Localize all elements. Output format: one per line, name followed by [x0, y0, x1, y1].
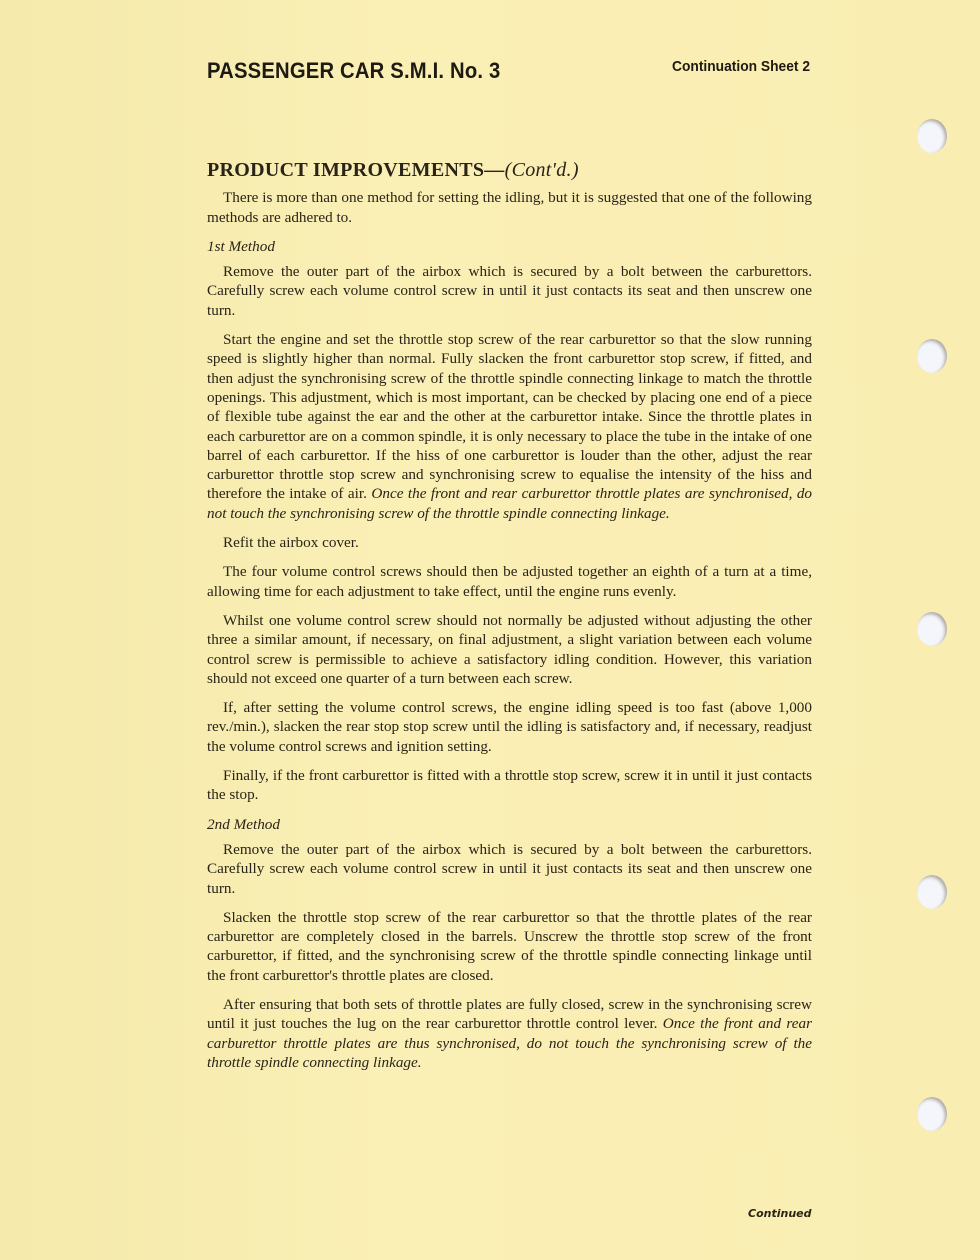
section-heading-text: PRODUCT IMPROVEMENTS— — [207, 159, 505, 181]
paragraph-text: Start the engine and set the throttle stop screw of the rear carburettor so that the slow running speed is slightly higher than normal. Fully slacken the front carburettor stop screw, if fitted, and then adjust the synchronising screw of the throttle spindle connecting linkage to match the throttle openings. This adjustment, which is most important, can be checked by placing one end of a piece of flexible tube against the ear and the other at the carburettor intake. Since the throttle plates in each carburettor are on a common spindle, it is only necessary to place the tube in the intake of one barrel of each carburettor. If the hiss of one carburettor is louder than the other, adjust the rear carburettor throttle stop screw and synchronising screw to equalise the intensity of the hiss and therefore the intake of air. — [207, 331, 812, 503]
method-2-label: 2nd Method — [207, 815, 280, 833]
method-1-paragraph: The four volume control screws should then be adjusted together an eighth of a turn at a time, allowing time for each adjustment to take effect, until the engine runs evenly. — [207, 563, 812, 600]
method-2-paragraph: Slacken the throttle stop screw of the rear carburettor so that the throttle plates of the rear carburettor are completely closed in the barrels. Unscrew the throttle stop screw of the front carburettor, if fitted, and the synchronising screw of the throttle spindle connecting linkage until the front carburettor's throttle plates are closed. — [207, 908, 812, 984]
warning-emphasis: Once the front and rear carburettor throttle plates are thus synchronised, do not touch the synchronising screw of the throttle spindle connecting linkage. — [207, 1015, 812, 1071]
method-1-paragraph: If, after setting the volume control screws, the engine idling speed is too fast (above 1,000 rev./min.), slacken the rear stop stop screw until the idling is satisfactory and, if necessary, readjust the volume control screws and ignition setting. — [207, 699, 812, 755]
binder-hole-2 — [917, 339, 947, 373]
intro-paragraph: There is more than one method for setting the idling, but it is suggested that one of the following methods are adhered to. — [207, 189, 812, 226]
method-1-paragraph: Remove the outer part of the airbox which is secured by a bolt between the carburettors. Carefully screw each volume control screw in until it just contacts its seat and then unscrew one turn. — [207, 263, 812, 319]
binder-hole-1 — [917, 119, 947, 153]
method-2-paragraph: Remove the outer part of the airbox which is secured by a bolt between the carburettors. Carefully screw each volume control screw in until it just contacts its seat and then unscrew one turn. — [207, 840, 812, 897]
method-1-paragraph: Refit the airbox cover. — [223, 534, 359, 552]
warning-emphasis: Once the front and rear carburettor throttle plates are synchronised, do not touch the synchronising screw of the throttle spindle connecting linkage. — [207, 485, 813, 522]
method-1-paragraph: Finally, if the front carburettor is fitted with a throttle stop screw, screw it in until it just contacts the stop. — [207, 767, 812, 804]
binder-hole-4 — [917, 875, 947, 909]
continued-label: Continued — [748, 1207, 812, 1220]
document-body — [207, 161, 812, 1082]
method-2-paragraph — [207, 995, 812, 1072]
binder-hole-3 — [917, 612, 947, 646]
section-heading-cont: (Cont'd.) — [504, 159, 579, 181]
method-1-paragraph — [207, 330, 812, 523]
binder-hole-5 — [917, 1097, 947, 1131]
document-title: PASSENGER CAR S.M.I. No. 3 — [207, 58, 501, 83]
method-1-paragraph: Whilst one volume control screw should not normally be adjusted without adjusting the other three a similar amount, if necessary, on final adjustment, a slight variation between each volume control screw is permissible to achieve a satisfactory idling condition. However, this variation should not exceed one quarter of a turn between each screw. — [207, 611, 812, 687]
section-heading — [207, 161, 812, 180]
method-1-label: 1st Method — [207, 237, 275, 255]
sheet-number: Continuation Sheet 2 — [672, 58, 810, 75]
paragraph-text: After ensuring that both sets of throttle plates are fully closed, screw in the synchronising screw until it just touches the lug on the rear carburettor throttle control lever. — [207, 995, 812, 1033]
